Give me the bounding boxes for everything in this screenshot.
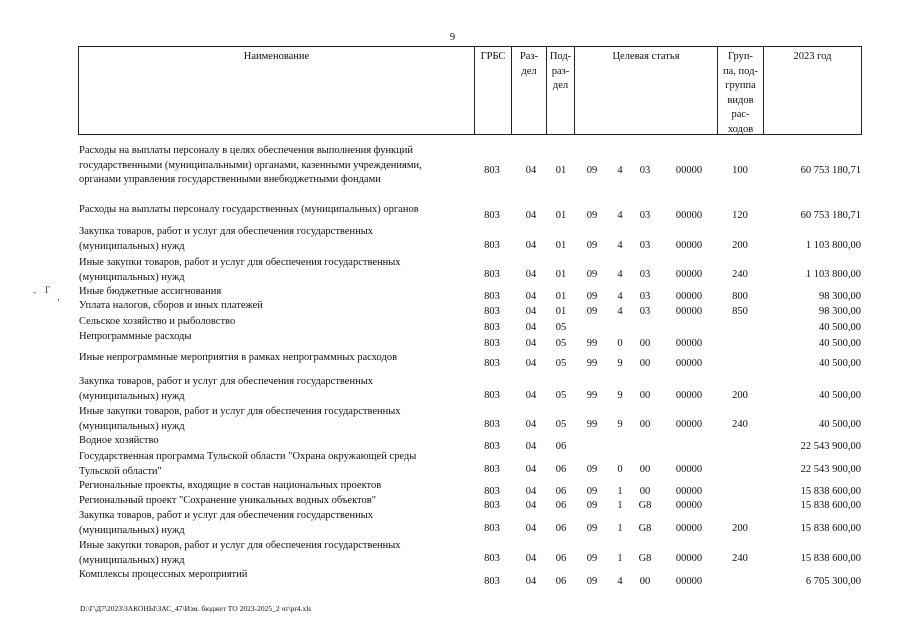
row-sum: 22 543 900,00 [800,464,861,475]
header-vid-line: ходов [727,123,754,135]
row-podrazdel: 05 [555,358,567,369]
row-cs4: 00000 [675,210,703,221]
row-podrazdel: 01 [555,165,567,176]
row-cs1: 09 [586,165,598,176]
row-vid: 200 [732,390,748,401]
row-cs1: 09 [586,306,598,317]
row-cs3: 03 [639,269,651,280]
row-grbs: 803 [484,291,500,302]
row-name: Закупка товаров, работ и услуг для обеспечения государственных (муниципальных) нужд [79,376,374,402]
row-sum: 15 838 600,00 [800,486,861,497]
row-cs2: 0 [617,464,623,475]
row-vid: 240 [732,553,748,564]
row-sum: 15 838 600,00 [800,553,861,564]
row-cs2: 9 [617,419,623,430]
row-cs1: 09 [586,464,598,475]
row-vid: 200 [732,523,748,534]
row-cs2: 4 [617,165,623,176]
row-grbs: 803 [484,419,500,430]
row-grbs: 803 [484,165,500,176]
row-razdel: 04 [525,523,537,534]
row-grbs: 803 [484,486,500,497]
row-podrazdel: 01 [555,240,567,251]
header-year [763,46,862,135]
row-name: Расходы на выплаты персоналу в целях обеспечения выполнения функций государственными (муниципальными) органами, казенными учреждениями, органами управления государственными внебюджетными фондами [79,145,422,185]
row-grbs: 803 [484,306,500,317]
header-vid-line: рас- [731,109,750,120]
row-cs4: 00000 [675,291,703,302]
row-cs3: 03 [639,291,651,302]
row-razdel: 04 [525,576,537,587]
row-cs1: 09 [586,486,598,497]
row-podrazdel: 01 [555,306,567,317]
row-vid: 200 [732,240,748,251]
row-cs1: 09 [586,523,598,534]
row-cs3: 00 [639,390,651,401]
row-cs1: 09 [586,553,598,564]
footer-file-path: D:\Г\Д7\2023\ЗАКОНЫ\ЗАС_47\Изм. бюджет ТО 2023-2025_2 чт\pr4.xls [80,604,312,613]
row-razdel: 04 [525,165,537,176]
row-cs1: 09 [586,269,598,280]
row-name: Иные закупки товаров, работ и услуг для обеспечения государственных (муниципальных) нужд [79,406,401,432]
row-cs4: 00000 [675,306,703,317]
header-grbs-label: ГРБС [480,51,506,62]
row-podrazdel: 05 [555,338,567,349]
row-grbs: 803 [484,210,500,221]
row-grbs: 803 [484,338,500,349]
row-cs3: 00 [639,358,651,369]
header-podrazdel-line: дел [552,80,569,91]
row-sum: 1 103 800,00 [805,269,861,280]
row-sum: 60 753 180,71 [800,165,861,176]
row-cs2: 4 [617,306,623,317]
row-name: Иные закупки товаров, работ и услуг для обеспечения государственных (муниципальных) нужд [79,540,401,566]
header-vid-line: па, под- [723,65,758,77]
header-name-label: Наименование [243,51,310,62]
row-sum: 40 500,00 [819,322,861,333]
row-cs3: 00 [639,419,651,430]
row-razdel: 04 [525,306,537,317]
row-name: Водное хозяйство [79,435,159,446]
row-grbs: 803 [484,553,500,564]
row-name: Закупка товаров, работ и услуг для обеспечения государственных (муниципальных) нужд [79,226,374,252]
row-cs4: 00000 [675,390,703,401]
row-cs4: 00000 [675,269,703,280]
row-podrazdel: 06 [555,500,567,511]
row-podrazdel: 01 [555,210,567,221]
row-cs1: 99 [586,419,598,430]
header-name [78,46,474,135]
page-number: 9 [449,32,456,43]
row-podrazdel: 06 [555,576,567,587]
row-cs4: 00000 [675,240,703,251]
row-cs4: 00000 [675,338,703,349]
row-sum: 98 300,00 [819,306,861,317]
row-sum: 1 103 800,00 [805,240,861,251]
header-vid-line: группа [725,80,756,91]
row-cs4: 00000 [675,165,703,176]
row-vid: 240 [732,269,748,280]
row-cs4: 00000 [675,576,703,587]
row-name: Комплексы процессных мероприятий [79,569,248,580]
row-cs1: 09 [586,210,598,221]
row-name: Уплата налогов, сборов и иных платежей [79,300,263,311]
row-cs2: 1 [617,486,623,497]
row-vid: 800 [732,291,748,302]
row-podrazdel: 06 [555,464,567,475]
row-podrazdel: 06 [555,553,567,564]
row-cs4: 00000 [675,486,703,497]
row-grbs: 803 [484,523,500,534]
row-podrazdel: 06 [555,523,567,534]
row-name: Иные закупки товаров, работ и услуг для обеспечения государственных (муниципальных) нужд [79,257,401,283]
row-cs3: 00 [639,464,651,475]
row-razdel: 04 [525,486,537,497]
row-grbs: 803 [484,269,500,280]
row-razdel: 04 [525,210,537,221]
row-cs2: 4 [617,291,623,302]
row-cs1: 99 [586,358,598,369]
row-cs2: 9 [617,390,623,401]
header-razdel-line: дел [521,65,537,77]
row-name: Государственная программа Тульской области "Охрана окружающей среды Тульской области" [79,451,417,477]
row-vid: 850 [732,306,748,317]
row-podrazdel: 05 [555,390,567,401]
row-cs3: G8 [638,500,652,511]
row-grbs: 803 [484,322,500,333]
row-podrazdel: 05 [555,419,567,430]
row-razdel: 04 [525,291,537,302]
row-cs3: 00 [639,486,651,497]
row-name: Региональные проекты, входящие в состав национальных проектов [79,480,382,491]
row-grbs: 803 [484,464,500,475]
row-cs1: 09 [586,500,598,511]
row-cs2: 1 [617,553,623,564]
row-podrazdel: 06 [555,441,567,452]
row-sum: 60 753 180,71 [800,210,861,221]
row-vid: 240 [732,419,748,430]
row-razdel: 04 [525,358,537,369]
row-cs4: 00000 [675,464,703,475]
row-razdel: 04 [525,338,537,349]
row-grbs: 803 [484,240,500,251]
header-podrazdel-line: раз- [551,65,570,77]
row-sum: 98 300,00 [819,291,861,302]
row-cs4: 00000 [675,523,703,534]
row-razdel: 04 [525,464,537,475]
row-podrazdel: 06 [555,486,567,497]
row-name: Закупка товаров, работ и услуг для обеспечения государственных (муниципальных) нужд [79,510,374,536]
row-razdel: 04 [525,240,537,251]
row-cs3: 00 [639,338,651,349]
row-cs1: 09 [586,240,598,251]
row-name: Иные непрограммные мероприятия в рамках непрограммных расходов [79,352,398,363]
row-cs4: 00000 [675,553,703,564]
header-cel-statya-label: Целевая статья [612,51,680,62]
row-sum: 40 500,00 [819,390,861,401]
row-cs2: 4 [617,576,623,587]
row-cs1: 99 [586,338,598,349]
row-cs3: G8 [638,553,652,564]
row-grbs: 803 [484,576,500,587]
row-cs4: 00000 [675,358,703,369]
row-sum: 6 705 300,00 [805,576,861,587]
row-razdel: 04 [525,553,537,564]
row-sum: 40 500,00 [819,358,861,369]
header-podrazdel [546,46,574,135]
row-sum: 40 500,00 [819,338,861,349]
row-sum: 15 838 600,00 [800,500,861,511]
row-sum: 40 500,00 [819,419,861,430]
row-podrazdel: 01 [555,269,567,280]
row-cs2: 4 [617,269,623,280]
row-cs2: 0 [617,338,623,349]
row-cs2: 1 [617,500,623,511]
row-cs2: 4 [617,210,623,221]
row-cs2: 9 [617,358,623,369]
margin-mark: Г [45,285,51,295]
row-razdel: 04 [525,441,537,452]
row-name: Непрограммные расходы [79,331,192,342]
row-name: Иные бюджетные ассигнования [79,286,222,297]
row-cs3: G8 [638,523,652,534]
row-sum: 15 838 600,00 [800,523,861,534]
header-razdel-line: Раз- [519,51,539,62]
header-vid [717,46,763,135]
row-razdel: 04 [525,269,537,280]
row-cs1: 99 [586,390,598,401]
row-grbs: 803 [484,441,500,452]
row-cs2: 4 [617,240,623,251]
row-razdel: 04 [525,390,537,401]
header-vid-line: Груп- [728,51,753,62]
row-name: Сельское хозяйство и рыболовство [79,316,236,327]
row-cs2: 1 [617,523,623,534]
margin-mark: ‚ [57,292,60,302]
row-podrazdel: 05 [555,322,567,333]
row-cs1: 09 [586,291,598,302]
row-grbs: 803 [484,358,500,369]
row-cs4: 00000 [675,419,703,430]
header-razdel [511,46,546,135]
row-cs1: 09 [586,576,598,587]
row-razdel: 04 [525,419,537,430]
row-vid: 100 [732,165,748,176]
row-cs3: 03 [639,210,651,221]
header-vid-line: видов [727,94,754,106]
header-year-label: 2023 год [793,51,832,62]
row-name: Расходы на выплаты персоналу государственных (муниципальных) органов [79,204,419,215]
row-razdel: 04 [525,322,537,333]
row-grbs: 803 [484,500,500,511]
margin-mark: - [33,287,36,297]
header-grbs [474,46,511,135]
row-cs3: 00 [639,576,651,587]
row-cs3: 03 [639,240,651,251]
row-vid: 120 [732,210,748,221]
row-cs3: 03 [639,306,651,317]
row-cs3: 03 [639,165,651,176]
row-grbs: 803 [484,390,500,401]
header-cel-statya [574,46,717,135]
row-sum: 22 543 900,00 [800,441,861,452]
header-podrazdel-line: Под- [549,51,572,62]
row-cs4: 00000 [675,500,703,511]
row-razdel: 04 [525,500,537,511]
row-name: Региональный проект "Сохранение уникальных водных объектов" [79,495,376,506]
row-podrazdel: 01 [555,291,567,302]
